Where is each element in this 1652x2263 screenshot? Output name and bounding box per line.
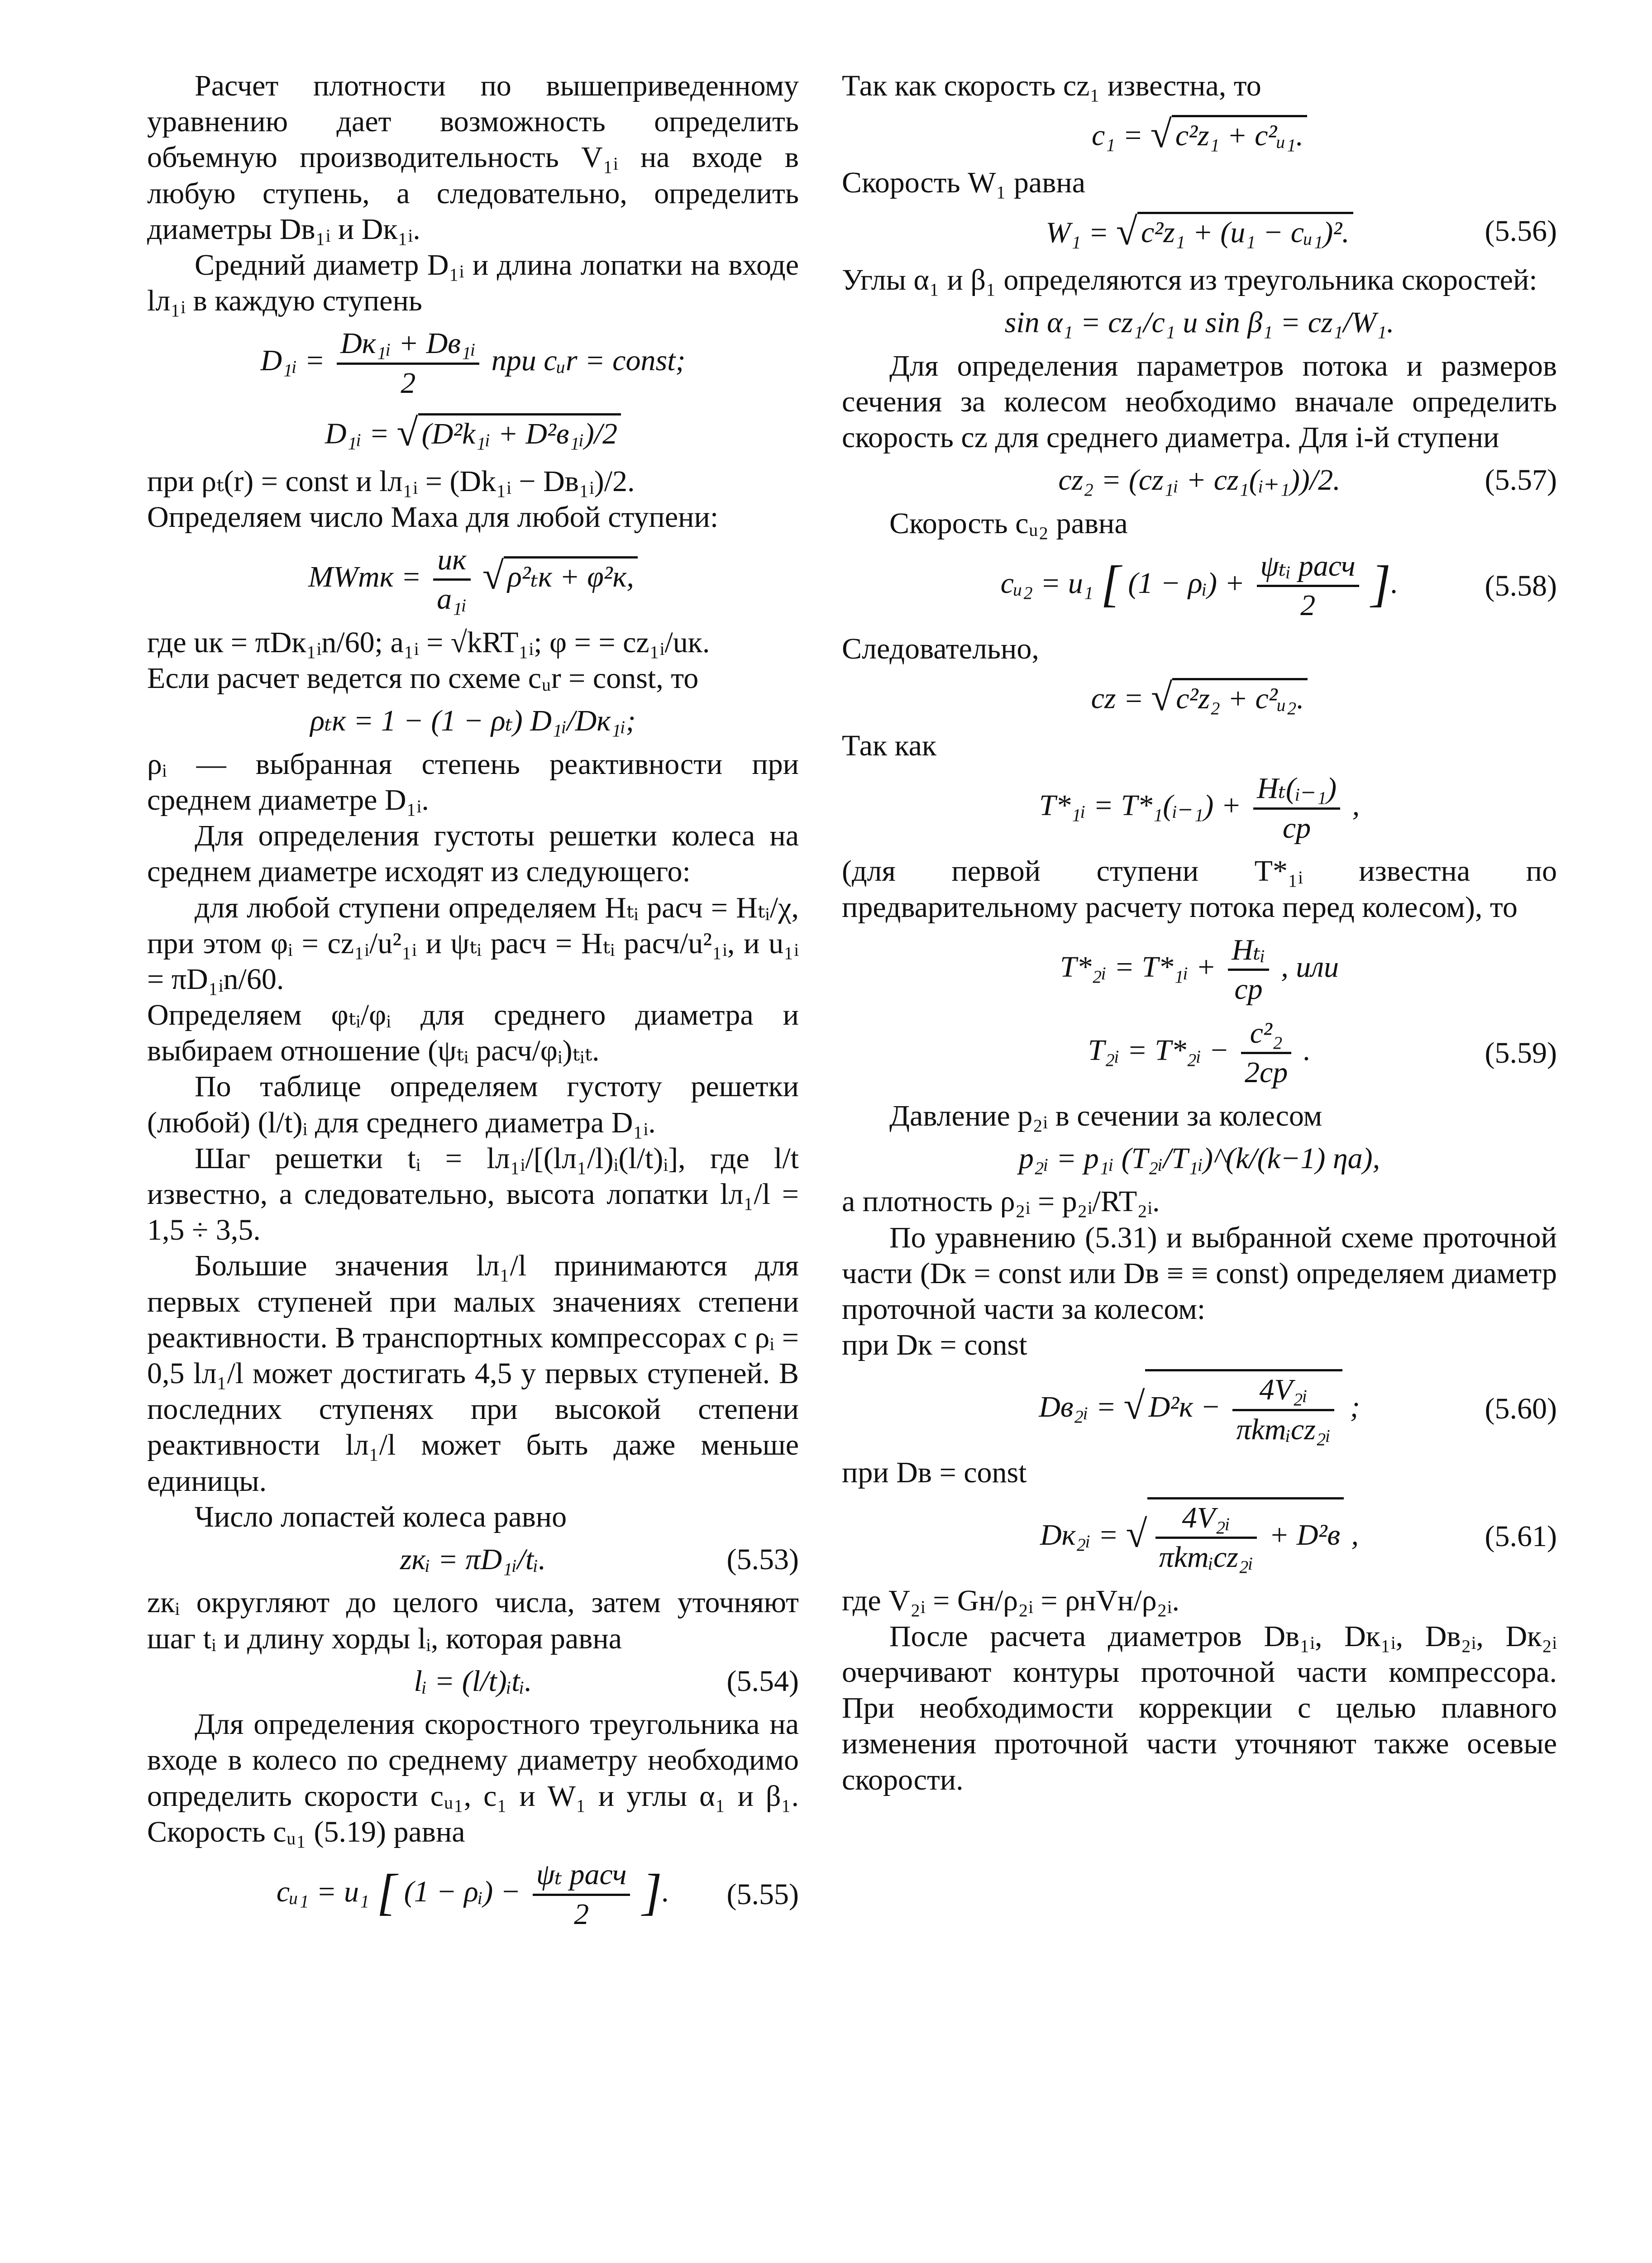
paragraph: Для определения параметров потока и размеров сечения за колесом необходимо вначале определить скорость cz для среднего диаметра. Для i-й ступени <box>842 349 1557 454</box>
paragraph: По уравнению (5.31) и выбранной схеме проточной части (Dк = const или Dв ≡ ≡ const) определяем диаметр проточной части за колесом: <box>842 1221 1557 1326</box>
paragraph: при ρₜ(r) = const и lл₁ᵢ = (Dk₁ᵢ − Dв₁ᵢ)/2. <box>147 464 635 498</box>
paragraph: Скорость W₁ равна <box>842 166 1085 200</box>
paragraph: Средний диаметр D₁ᵢ и длина лопатки на входе lл₁ᵢ в каждую ступень <box>147 248 799 318</box>
paragraph: Следовательно, <box>842 632 1039 665</box>
paragraph: Определяем φₜᵢ/φᵢ для среднего диаметра и выбираем отношение (ψₜᵢ расч/φᵢ)ₜᵢₜ. <box>147 998 799 1068</box>
paragraph: Если расчет ведется по схеме cᵤr = const, то <box>147 662 699 695</box>
paragraph: где uк = πDк₁ᵢn/60; a₁ᵢ = √kRT₁ᵢ; φ = = cz₁ᵢ/uк. <box>147 625 710 659</box>
equation-number: (5.60) <box>1485 1392 1557 1425</box>
equation-number: (5.54) <box>726 1664 799 1698</box>
equation-reactivity: ρₜк = 1 − (1 − ρₜ) D₁ᵢ/Dк₁ᵢ; <box>310 704 636 738</box>
equation-angles: sin α₁ = cz₁/c₁ и sin β₁ = cz₁/W₁. <box>1004 306 1394 339</box>
paragraph: ρᵢ — выбранная степень реактивности при среднем диаметре D₁ᵢ. <box>147 747 799 816</box>
left-column <box>147 68 799 1939</box>
paragraph: Определяем число Маха для любой ступени: <box>147 500 719 534</box>
equation-5-53: zкᵢ = πD₁ᵢ/tᵢ. (5.53) <box>147 1541 799 1579</box>
equation-total-temperature: T*₁ᵢ = T*₁(ᵢ₋₁) + $\frac{\text{Hₜ(ᵢ₋₁)}}{cp}$ , <box>842 770 1557 847</box>
paragraph: а плотность ρ₂ᵢ = p₂ᵢ/RT₂ᵢ. <box>842 1185 1160 1218</box>
paragraph: Для определения густоты решетки колеса на среднем диаметре исходят из следующего: <box>147 819 799 888</box>
equation-mean-diameter: D₁ᵢ = $\frac{\text{Dк₁ᵢ + Dв₁ᵢ}}{2}$ при cᵤr = const; <box>147 325 799 402</box>
equation-outlet-total-temperature: T*₂ᵢ = T*₁ᵢ + $\frac{\text{Hₜᵢ}}{cp}$ , или <box>842 931 1557 1008</box>
paragraph: Расчет плотности по вышеприведенному уравнению дает возможность определить объемную производительность V₁ᵢ на входе в любую ступень, а следовательно, определить диаметры Dв₁ᵢ и Dк₁ᵢ. <box>147 69 799 246</box>
paragraph: По таблице определяем густоту решетки (любой) (l/t)ᵢ для среднего диаметра D₁ᵢ. <box>147 1070 799 1139</box>
paragraph: Скорость cᵤ₂ равна <box>889 506 1128 540</box>
equation-number: (5.59) <box>1485 1036 1557 1069</box>
right-column <box>842 68 1557 1798</box>
equation-number: (5.56) <box>1485 214 1557 248</box>
paragraph: Число лопастей колеса равно <box>195 1500 567 1533</box>
paragraph: где V₂ᵢ = Gн/ρ₂ᵢ = ρнVн/ρ₂ᵢ. <box>842 1584 1179 1617</box>
equation-mach-number: MWmк = $\frac{uк}{\text{a₁ᵢ}}$ √ ρ²ₜк + φ²к, <box>147 541 799 618</box>
equation-outlet-pressure: p₂ᵢ = p₁ᵢ (T₂ᵢ/T₁ᵢ)^(k/(k−1) ηa), <box>1018 1141 1380 1175</box>
equation-5-55: cᵤ₁ = u₁ [ (1 − ρᵢ) − $\frac{\text{ψₜ расч}}{2}$ ]. (5.55) <box>147 1856 799 1933</box>
paragraph: Шаг решетки tᵢ = lл₁ᵢ/[(lл₁/l)ᵢ(l/t)ᵢ], где l/t известно, а следовательно, высота лопатки lл₁/l = 1,5 ÷ 3,5. <box>147 1141 799 1247</box>
paragraph: После расчета диаметров Dв₁ᵢ, Dк₁ᵢ, Dв₂ᵢ, Dк₂ᵢ очерчивают контуры проточной части компрессора. При необходимости коррекции с целью плавного изменения проточной части уточняют также осевые скорости. <box>842 1619 1557 1796</box>
equation-number: (5.53) <box>726 1542 799 1576</box>
paragraph: Так как <box>842 729 936 763</box>
equation-mean-diameter-rms: D₁ᵢ = √ (D²k₁ᵢ + D²в₁ᵢ)/2 <box>147 408 799 457</box>
paragraph: Давление p₂ᵢ в сечении за колесом <box>889 1099 1323 1132</box>
equation-absolute-velocity: c₁ = √ c²z₁ + c²ᵤ₁. <box>842 110 1557 158</box>
paragraph: при Dк = const <box>842 1328 1027 1362</box>
equation-number: (5.58) <box>1485 569 1557 602</box>
equation-number: (5.55) <box>726 1877 799 1911</box>
paragraph: Так как скорость cz₁ известна, то <box>842 69 1261 102</box>
equation-5-58: cᵤ₂ = u₁ [ (1 − ρᵢ) + $\frac{\text{ψₜᵢ расч}}{2}$ ]. (5.58) <box>842 548 1557 625</box>
equation-axial-velocity: cz = √ c²z₂ + c²ᵤ₂. <box>842 673 1557 721</box>
equation-5-59: T₂ᵢ = T*₂ᵢ − $\frac{\text{c²₂}}{2cp}$ . (5.59) <box>842 1015 1557 1092</box>
paragraph: zкᵢ округляют до целого числа, затем уточняют шаг tᵢ и длину хорды lᵢ, которая равна <box>147 1586 799 1655</box>
paragraph: (для первой ступени T*₁ᵢ известна по предварительному расчету потока перед колесом), то <box>842 855 1557 924</box>
paragraph: для любой ступени определяем Hₜᵢ расч = Hₜᵢ/χ, при этом φᵢ = cz₁ᵢ/u²₁ᵢ и ψₜᵢ расч = Hₜᵢ расч/u²₁ᵢ, и u₁ᵢ = πD₁ᵢn/60. <box>147 891 799 996</box>
paragraph: при Dв = const <box>842 1456 1027 1490</box>
paragraph: Большие значения lл₁/l принимаются для первых ступеней при малых значениях степени реактивности. В транспортных компрессорах с ρᵢ = 0,5 lл₁/l может достигать 4,5 у первых ступеней. В последних ступенях при высокой степени реактивности lл₁/l может быть даже меньше единицы. <box>147 1249 799 1498</box>
equation-5-60: Dв₂ᵢ = √ D²к − $\frac{\text{4V₂ᵢ}}{\text{πkmᵢcz₂ᵢ}}$ ; (5.60) <box>842 1369 1557 1448</box>
equation-5-54: lᵢ = (l/t)ᵢtᵢ. (5.54) <box>147 1663 799 1700</box>
equation-number: (5.61) <box>1485 1519 1557 1553</box>
paragraph: Углы α₁ и β₁ определяются из треугольника скоростей: <box>842 263 1537 296</box>
equation-5-61: Dк₂ᵢ = √ $\frac{\text{4V₂ᵢ}}{\text{πkmᵢcz₂ᵢ}}$ + D²в , (5.61) <box>842 1497 1557 1576</box>
paragraph: Для определения скоростного треугольника на входе в колесо по среднему диаметру необходимо определить скорости cᵤ₁, c₁ и W₁ и углы α₁ и β₁. Скорость cᵤ₁ (5.19) равна <box>147 1708 799 1848</box>
equation-number: (5.57) <box>1485 463 1557 497</box>
equation-5-56: W₁ = √ c²z₁ + (u₁ − cᵤ₁)². (5.56) <box>1046 210 1557 253</box>
equation-5-57: cz₂ = (cz₁ᵢ + cz₁(ᵢ₊₁))/2. (5.57) <box>842 462 1557 499</box>
